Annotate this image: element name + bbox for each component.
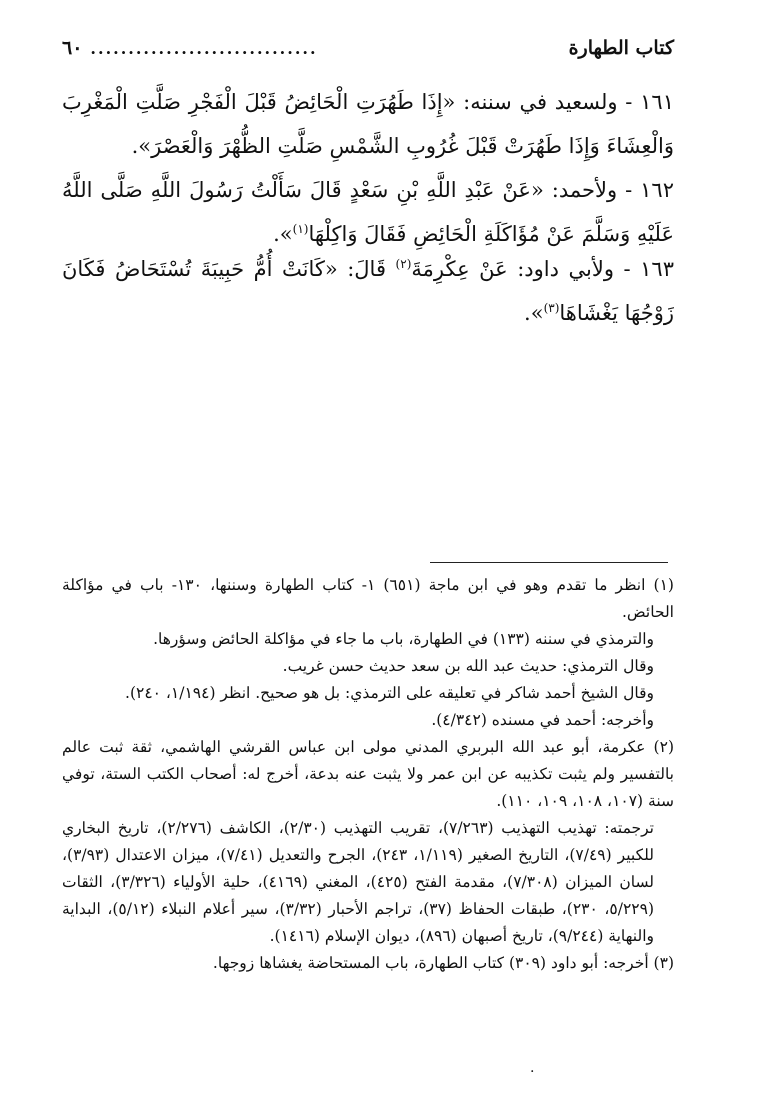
hadith-162-text: ١٦٢ - ولأحمد: «عَنْ عَبْدِ اللَّهِ بْنِ سَعْدٍ قَالَ سَأَلْتُ رَسُولَ اللَّهِ صَلَّى اللَّهُ عَلَيْهِ وَسَلَّمَ عَنْ مُؤَاكَلَةِ الْحَائِضِ فَقَالَ وَاكِلْهَا: [62, 178, 674, 246]
footnote-2-biography: ترجمته: تهذيب التهذيب (٧/٢٦٣)، تقريب التهذيب (٢/٣٠)، الكاشف (٢/٢٧٦)، تاريخ البخاري للكبير (٧/٤٩)، التاريخ الصغير (١/١١٩، ٢٤٣)، الجرح والتعديل (٧/٤١)، ميزان الاعتدال (٣/٩٣)، لسان الميزان (٧/٣٠٨)، مقدمة الفتح (٤٢٥)، المغني (٤١٦٩)، حلية الأولياء (٣/٣٢٦)، الثقات (٥/٢٢٩، ٢٣٠)، طبقات الحفاظ (٣٧)، تراجم الأحبار (٣/٣٢)، سير أعلام النبلاء (٥/١٢)، البداية والنهاية (٩/٢٤٤)، تاريخ أصبهان (٨٩٦)، ديوان الإسلام (١٤١٦).: [62, 819, 655, 945]
footnote-ref-1: (١): [292, 222, 309, 236]
page-header: [62, 33, 674, 63]
leader-dots: ..............................: [90, 38, 318, 58]
hadith-163: [62, 247, 674, 335]
page-number: ٦٠: [62, 37, 83, 59]
hadith-162: [62, 168, 674, 256]
chapter-title: كتاب الطهارة: [568, 37, 674, 59]
footnote-3: (٣) أخرجه: أبو داود (٣٠٩) كتاب الطهارة، باب المستحاضة يغشاها زوجها.: [212, 954, 674, 972]
footnote-1-shakir: وقال الشيخ أحمد شاكر في تعليقه على الترمذي: بل هو صحيح. انظر (١/١٩٤، ٢٤٠).: [125, 684, 654, 702]
footnote-ref-3: (٣): [543, 301, 560, 315]
footnote-separator: [430, 562, 668, 563]
footnote-ref-2: (٢): [395, 257, 412, 271]
footnote-1: (١) انظر ما تقدم وهو في ابن ماجة (٦٥١) ١- كتاب الطهارة وسننها، ١٣٠- باب في مؤاكلة الحائض.: [62, 576, 674, 621]
hadith-163-end: ».: [524, 301, 544, 325]
footnotes: [62, 572, 674, 977]
hadith-162-end: ».: [273, 222, 293, 246]
footnote-1-tirmidhi: والترمذي في سننه (١٣٣) في الطهارة، باب ما جاء في مؤاكلة الحائض وسؤرها.: [153, 630, 654, 648]
hadith-161: ١٦١ - ولسعيد في سننه: «إِذَا طَهُرَتِ الْحَائِضُ قَبْلَ الْفَجْرِ صَلَّتِ الْمَغْرِبَ وَالْعِشَاءَ وَإِذَا طَهُرَتْ قَبْلَ غُرُوبِ الشَّمْسِ صَلَّتِ الظُّهْرَ وَالْعَصْرَ».: [62, 90, 674, 158]
hadith-163-text-2: قَالَ: «كَانَتْ أُمُّ حَبِيبَةَ تُسْتَحَاضُ فَكَانَ زَوْجُهَا يَغْشَاهَا: [62, 257, 674, 325]
hadith-163-text: ١٦٣ - ولأبي داود: عَنْ عِكْرِمَةَ: [411, 257, 674, 281]
stray-mark: .: [530, 1060, 535, 1076]
footnote-1-grading: وقال الترمذي: حديث عبد الله بن سعد حديث حسن غريب.: [282, 657, 654, 675]
footnote-2: (٢) عكرمة، أبو عبد الله البربري المدني مولى ابن عباس القرشي الهاشمي، ثقة ثبت عالم بالتفسير ولم يثبت تكذيبه عن ابن عمر ولا يثبت عنه بدعة، أخرج له: أصحاب الكتب الستة، توفي سنة (١٠٧، ١٠٨، ١٠٩، ١١٠).: [62, 738, 674, 810]
footnote-1-ahmad: وأخرجه: أحمد في مسنده (٤/٣٤٢).: [431, 711, 654, 729]
